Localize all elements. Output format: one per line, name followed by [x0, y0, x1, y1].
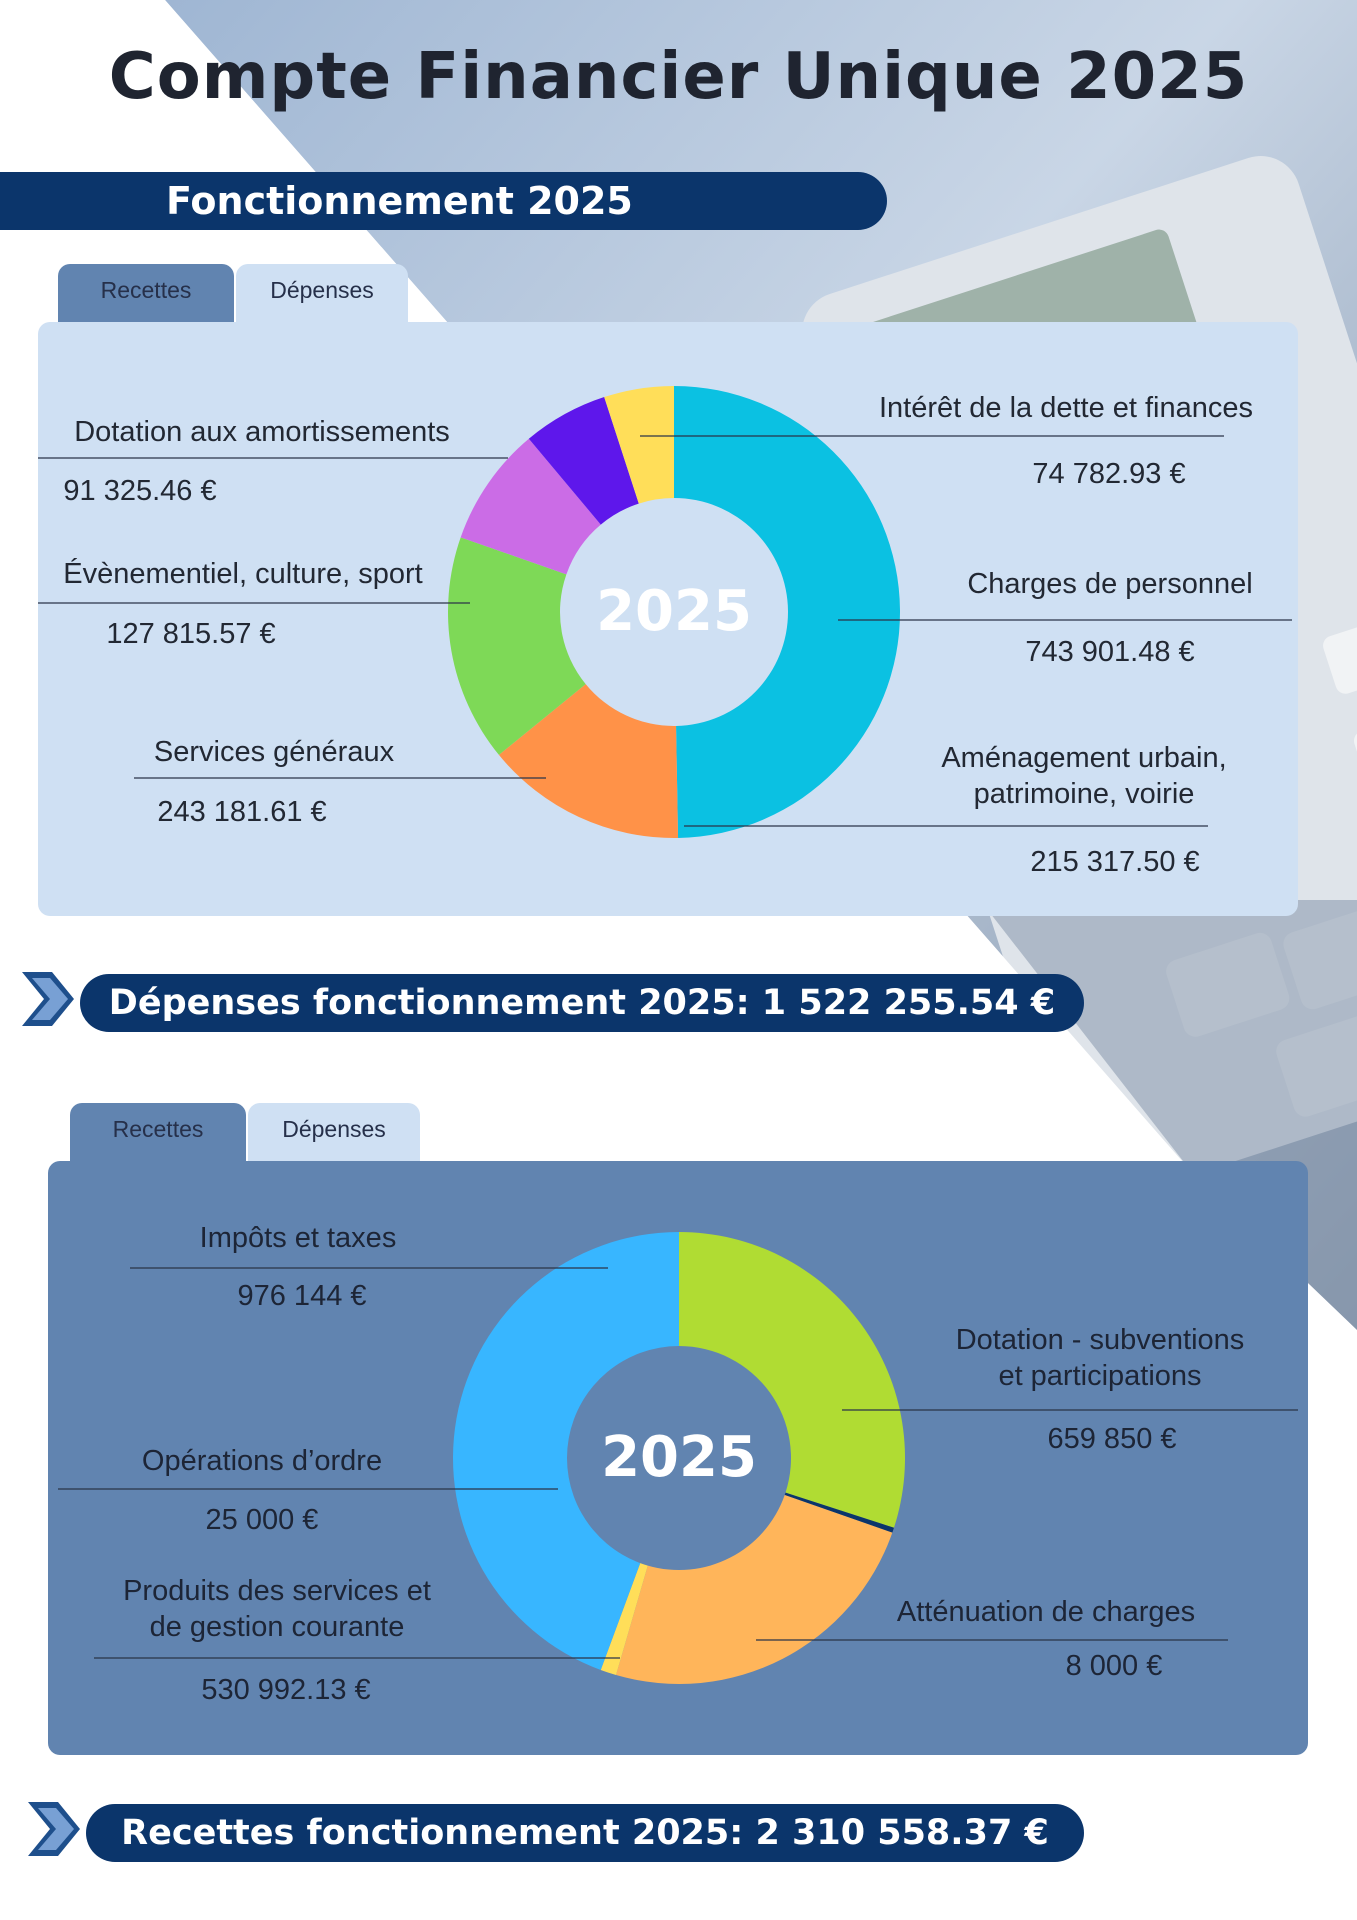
revenues-category-label [897, 1594, 1195, 1630]
revenues-slice-2 [616, 1495, 892, 1684]
revenues-category-label [123, 1573, 431, 1645]
revenues-value-label: 8 000 € [1065, 1650, 1163, 1682]
revenues-category-label-line: Atténuation de charges [896, 1596, 1196, 1628]
section-title: Fonctionnement 2025 [166, 179, 633, 223]
expenses-value-label: 215 317.50 € [1030, 846, 1200, 878]
expenses-value-label: 74 782.93 € [1032, 458, 1186, 490]
chevron-right-icon [28, 1802, 84, 1856]
revenues-category-label-line: Dotation - subventions [955, 1324, 1245, 1356]
revenues-value-label: 25 000 € [205, 1504, 319, 1536]
tab-depenses-revenues-panel[interactable]: Dépenses [248, 1103, 420, 1161]
revenues-category-label-line: Impôts et taxes [199, 1222, 397, 1254]
page-title: Compte Financier Unique 2025 [108, 40, 1249, 114]
revenues-value-label: 976 144 € [237, 1280, 367, 1312]
revenues-value-label: 530 992.13 € [201, 1674, 371, 1706]
revenues-center-label: 2025 [601, 1425, 757, 1490]
expenses-category-label-line: Évènementiel, culture, sport [63, 558, 423, 590]
expenses-value-label: 91 325.46 € [63, 475, 217, 507]
tab-depenses-expenses-panel[interactable]: Dépenses [236, 264, 408, 322]
revenues-category-label [200, 1220, 397, 1256]
expenses-category-label-line: Aménagement urbain, [941, 742, 1227, 774]
expenses-value-label: 743 901.48 € [1025, 636, 1195, 668]
revenues-category-label-line: Opérations d’ordre [141, 1445, 383, 1477]
expenses-center-label: 2025 [596, 579, 752, 644]
expenses-value-label: 127 815.57 € [106, 618, 276, 650]
expenses-category-label-line: patrimoine, voirie [973, 778, 1195, 810]
expenses-category-label-line: Services généraux [153, 736, 395, 768]
tab-recettes-revenues-panel[interactable]: Recettes [70, 1103, 246, 1161]
revenues-total-banner [86, 1804, 1084, 1862]
revenues-category-label-line: et participations [998, 1360, 1202, 1392]
revenues-category-label [956, 1322, 1245, 1394]
expenses-total-text: Dépenses fonctionnement 2025: 1 522 255.54 € [108, 983, 1056, 1023]
expenses-category-label-line: Dotation aux amortissements [74, 416, 450, 448]
revenues-category-label [142, 1443, 382, 1479]
expenses-category-label-line: Charges de personnel [967, 568, 1253, 600]
revenues-total-text: Recettes fonctionnement 2025: 2 310 558.37 € [121, 1813, 1049, 1853]
tab-recettes-expenses-panel[interactable]: Recettes [58, 264, 234, 322]
expenses-value-label: 243 181.61 € [157, 796, 327, 828]
expenses-category-label-line: Intérêt de la dette et finances [878, 392, 1254, 424]
revenues-value-label: 659 850 € [1047, 1423, 1177, 1455]
revenues-category-label-line: Produits des services et [123, 1575, 431, 1607]
revenues-category-label-line: de gestion courante [149, 1611, 405, 1643]
